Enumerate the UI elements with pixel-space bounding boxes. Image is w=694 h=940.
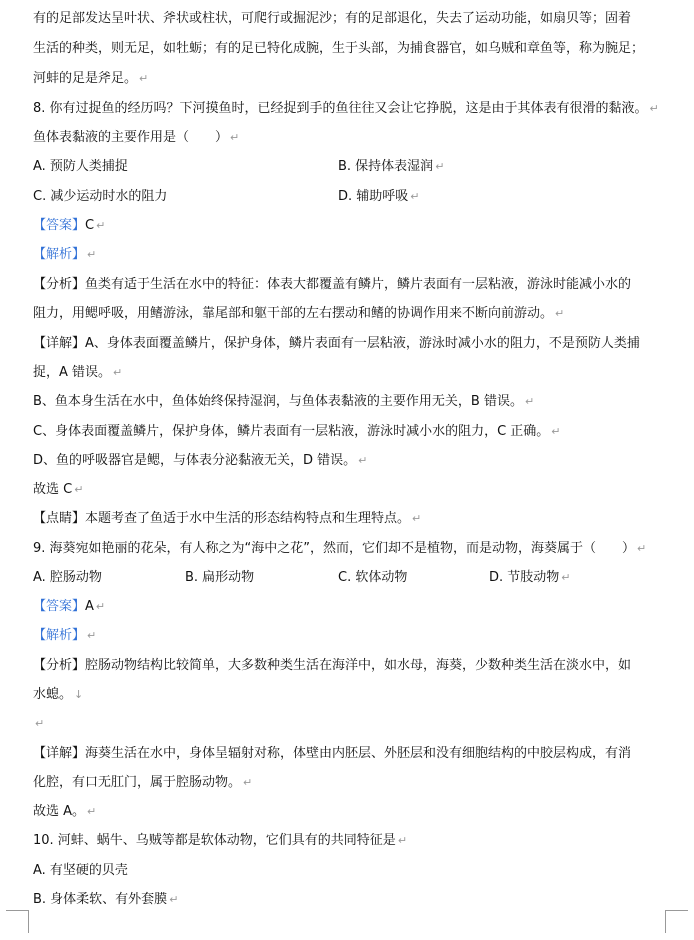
question-10-option-b: B. 身体柔软、有外套膜 ↵ — [33, 892, 179, 907]
question-8-answer: 【答案】C ↵ — [33, 218, 106, 233]
question-8-detail: D、鱼的呼吸器官是鳃，与体表分泌黏液无关，D 错误。 ↵ — [33, 453, 368, 468]
question-8-option-c: C. 减少运动时水的阻力 — [33, 189, 168, 204]
question-9-analysis: 【分析】腔肠动物结构比较简单，大多数种类生活在海洋中，如水母，海葵，少数种类生活在淡水中，如 — [33, 658, 632, 673]
question-8-analysis-heading: 【解析】 ↵ — [33, 247, 97, 262]
question-8-detail: 捉，A 错误。 ↵ — [33, 365, 123, 380]
page-corner-mark-right — [665, 910, 688, 933]
question-9-detail: 【详解】海葵生活在水中，身体呈辐射对称，体壁由内胚层、外胚层和没有细胞结构的中胶层构成，有消 — [33, 746, 632, 761]
question-8-stem: 鱼体表黏液的主要作用是（ ） ↵ — [33, 130, 240, 145]
question-8-conclusion: 故选 C ↵ — [33, 482, 84, 497]
question-9-analysis-heading: 【解析】 ↵ — [33, 628, 97, 643]
paragraph-line: 生活的种类，则无足，如牡蛎；有的足已特化成腕，生于头部，为捕食器官，如乌贼和章鱼等，称为腕足； — [33, 41, 645, 56]
question-8-analysis: 【分析】鱼类有适于生活在水中的特征：体表大都覆盖有鳞片，鳞片表面有一层粘液，游泳时能减小水的 — [33, 277, 632, 292]
question-9-analysis: 水螅。 ↓ — [33, 687, 84, 702]
question-9-option-a: A. 腔肠动物 — [33, 570, 102, 585]
question-10-stem: 10. 河蚌、蜗牛、乌贼等都是软体动物，它们具有的共同特征是 ↵ — [33, 833, 408, 848]
question-9-conclusion: 故选 A。 ↵ — [33, 804, 97, 819]
question-9-option-c: C. 软体动物 — [338, 570, 408, 585]
question-8-option-b: B. 保持体表湿润 ↵ — [338, 159, 445, 174]
page-corner-mark-left — [6, 910, 29, 933]
question-9-option-b: B. 扁形动物 — [185, 570, 255, 585]
paragraph-line: 河蚌的足是斧足。 ↵ — [33, 71, 149, 86]
question-8-detail: C、身体表面覆盖鳞片，保护身体，鳞片表面有一层粘液，游泳时减小水的阻力，C 正确。 ↵ — [33, 424, 561, 439]
question-9-detail: 化腔，有口无肛门，属于腔肠动物。 ↵ — [33, 775, 253, 790]
question-8-dianjing: 【点睛】本题考查了鱼适于水中生活的形态结构特点和生理特点。 ↵ — [33, 511, 422, 526]
question-9-stem: 9. 海葵宛如艳丽的花朵，有人称之为“海中之花”，然而，它们却不是植物，而是动物，海葵属于（ ） ↵ — [33, 541, 647, 556]
question-8-option-d: D. 辅助呼吸 ↵ — [338, 189, 420, 204]
question-10-option-a: A. 有坚硬的贝壳 — [33, 863, 128, 878]
question-8-detail: B、鱼本身生活在水中，鱼体始终保持湿润，与鱼体表黏液的主要作用无关，B 错误。 ↵ — [33, 394, 535, 409]
question-8-detail: 【详解】A、身体表面覆盖鳞片，保护身体，鳞片表面有一层粘液，游泳时减小水的阻力，不是预防人类捕 — [33, 336, 640, 351]
empty-paragraph: ↵ — [35, 717, 45, 730]
question-8-stem: 8. 你有过捉鱼的经历吗？下河摸鱼时，已经捉到手的鱼往往又会让它挣脱，这是由于其体表有很滑的黏液。 ↵ — [33, 101, 659, 116]
question-8-option-a: A. 预防人类捕捉 — [33, 159, 128, 174]
question-9-option-d: D. 节肢动物 ↵ — [489, 570, 571, 585]
question-9-answer: 【答案】A ↵ — [33, 599, 106, 614]
question-8-analysis: 阻力，用鳃呼吸，用鳍游泳，靠尾部和躯干部的左右摆动和鳍的协调作用来不断向前游动。 ↵ — [33, 306, 565, 321]
paragraph-line: 有的足部发达呈叶状、斧状或柱状，可爬行或掘泥沙；有的足部退化，失去了运动功能，如扇贝等；固着 — [33, 11, 632, 26]
